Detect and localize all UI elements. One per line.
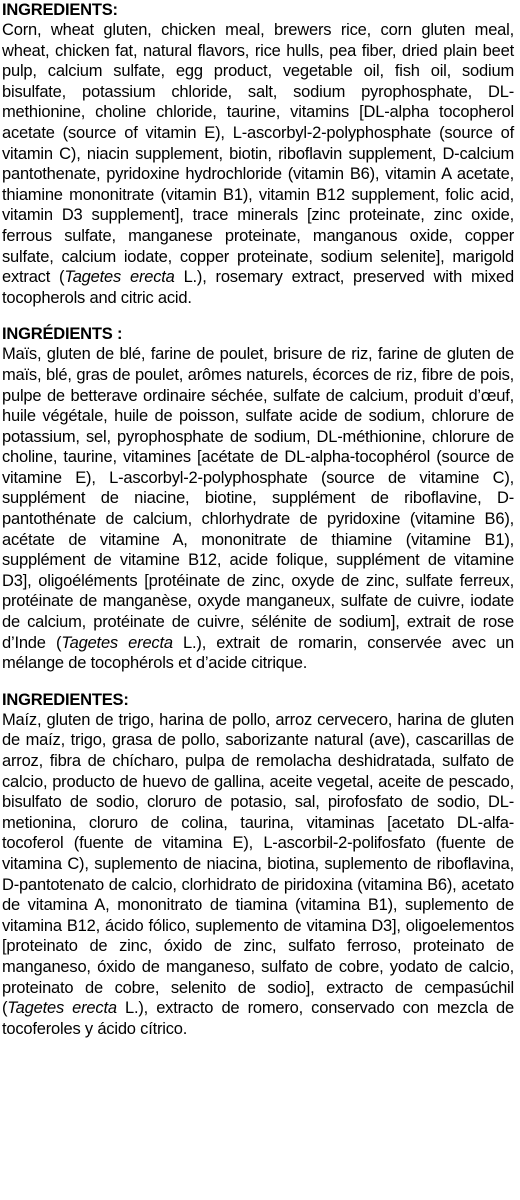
ingredients-french-text bbox=[2, 344, 514, 674]
ingredients-french-heading: INGRÉDIENTS : bbox=[2, 325, 123, 344]
ingredients-spanish-text-after: L.), extracto de romero, conservado con mezcla de tocoferoles y ácido cítrico. bbox=[2, 999, 514, 1038]
ingredients-spanish-section bbox=[2, 690, 514, 1040]
ingredients-english-heading: INGREDIENTS: bbox=[2, 1, 118, 19]
ingredients-french-section bbox=[2, 324, 514, 674]
ingredients-french-text-before: Maïs, gluten de blé, farine de poulet, brisure de riz, farine de gluten de maïs, blé, gras de poulet, arômes naturels, écorces de riz, fibre de pois, pulpe de betterave ordinaire séchée, sulfate de calcium, produit d’œuf, huile végétale, huile de poisson, sulfate acide de sodium, chlorure de potassium, sel, pyrophosphate de sodium, DL-méthionine, chlorure de choline, taurine, vitamines [acétate de DL-alpha-tocophérol (source de vitamine E), L-ascorbyl-2-polyphosphate (source de vitamine C), supplément de niacine, biotine, supplément de riboflavine, D-pantothénate de calcium, chlorhydrate de pyridoxine (vitamine B6), acétate de vitamine A, mononitrate de thiamine (vitamine B1), supplément de vitamine B12, acide folique, supplément de vitamine D3], oligoéléments [protéinate de zinc, oxyde de zinc, sulfate ferreux, protéinate de manganèse, oxyde manganeux, sulfate de cuivre, iodate de calcium, protéinate de cuivre, sélénite de sodium], extrait de rose d’Inde ( bbox=[2, 345, 514, 652]
ingredients-french-scientific-name: Tagetes erecta bbox=[61, 633, 173, 652]
ingredients-spanish-scientific-name: Tagetes erecta bbox=[7, 999, 117, 1018]
ingredients-french-text-after: L.), extrait de romarin, conservée avec un mélange de tocophérols et d’acide citrique. bbox=[2, 633, 515, 673]
ingredients-english-section bbox=[2, 0, 514, 308]
ingredients-spanish-text bbox=[2, 710, 514, 1040]
ingredients-english-text-after: L.), rosemary extract, preserved with mixed tocopherols and citric acid. bbox=[2, 268, 515, 307]
ingredients-spanish-text-before: Maíz, gluten de trigo, harina de pollo, arroz cervecero, harina de gluten de maíz, trigo, grasa de pollo, saborizante natural (ave), cascarillas de arroz, fibra de chícharo, pulpa de remolacha deshidratada, sulfato de calcio, producto de huevo de gallina, aceite vegetal, aceite de pescado, bisulfato de sodio, cloruro de potasio, sal, pirofosfato de sodio, DL-metionina, cloruro de colina, taurina, vitaminas [acetato DL-alfa-tocoferol (fuente de vitamina E), L-ascorbil-2-polifosfato (fuente de vitamina C), suplemento de niacina, biotina, suplemento de riboflavina, D-pantotenato de calcio, clorhidrato de piridoxina (vitamina B6), acetato de vitamina A, mononitrato de tiamina (vitamina B1), suplemento de vitamina B12, ácido fólico, suplemento de vitamina D3], oligoelementos [proteinato de zinc, óxido de zinc, sulfato ferroso, proteinato de manganeso, óxido de manganeso, sulfato de cobre, yodato de calcio, proteinato de cobre, selenito de sodio], extracto de cempasúchil ( bbox=[2, 710, 514, 1018]
ingredients-spanish-heading: INGREDIENTES: bbox=[2, 690, 129, 709]
ingredients-english-scientific-name: Tagetes erecta bbox=[64, 268, 175, 287]
ingredients-english-text bbox=[2, 20, 514, 308]
ingredients-english-text-before: Corn, wheat gluten, chicken meal, brewers rice, corn gluten meal, wheat, chicken fat, natural flavors, rice hulls, pea fiber, dried plain beet pulp, calcium sulfate, egg product, vegetable oil, fish oil, sodium bisulfate, potassium chloride, salt, sodium pyrophosphate, DL-methionine, choline chloride, taurine, vitamins [DL-alpha tocopherol acetate (source of vitamin E), L-ascorbyl-2-polyphosphate (source of vitamin C), niacin supplement, biotin, riboflavin supplement, D-calcium pantothenate, pyridoxine hydrochloride (vitamin B6), vitamin A acetate, thiamine mononitrate (vitamin B1), vitamin B12 supplement, folic acid, vitamin D3 supplement], trace minerals [zinc proteinate, zinc oxide, ferrous sulfate, manganese proteinate, manganous oxide, copper sulfate, calcium iodate, copper proteinate, sodium selenite], marigold extract ( bbox=[2, 21, 514, 287]
